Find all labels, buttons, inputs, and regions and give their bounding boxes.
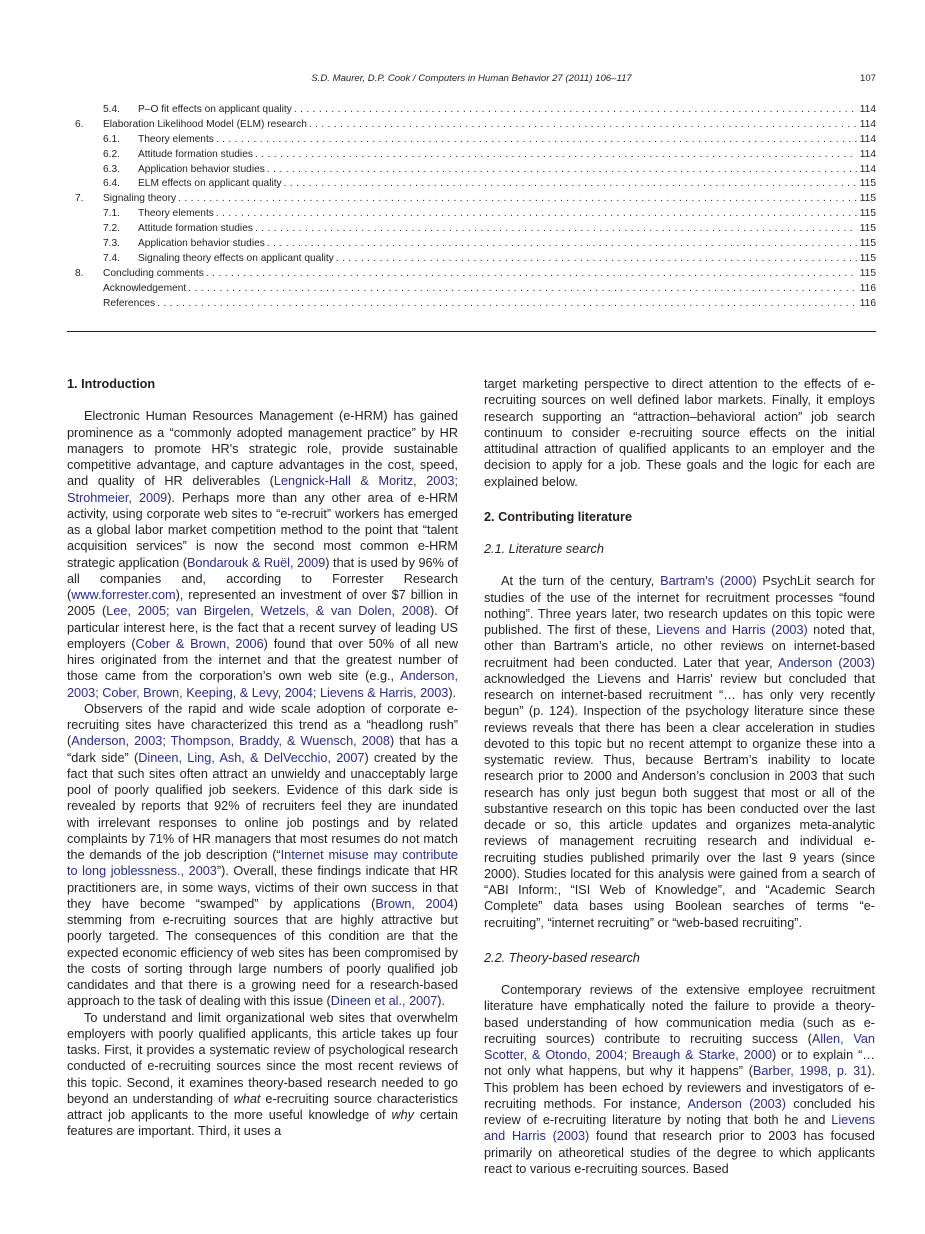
- citation-link[interactable]: Anderson (2003): [777, 655, 875, 670]
- body-text: concluded his review of e-recruiting literature by noting that both he and: [484, 1096, 875, 1127]
- citation-link[interactable]: Lievens and Harris (2003): [484, 1113, 875, 1144]
- toc-entry-page: 114: [859, 163, 876, 175]
- body-text: ) or to explain “… not only what happens, but why it happens” (: [484, 1048, 875, 1079]
- body-text: To understand and limit organizational web sites that overwhelm employers with poorly qualified applicants, this article takes up four tasks. First, it provides a systematic review of psychological research conducted of e-recruiting sources since the most recent reviews of this topic. Second, it examines theory-based research needed to go beyond an understanding of: [67, 1010, 458, 1106]
- toc-entry[interactable]: [75, 267, 876, 282]
- toc-entry-page: 116: [859, 297, 876, 309]
- paragraph: [484, 573, 875, 931]
- body-text: e-recruiting source characteristics attract job applicants to the more useful knowledge of: [67, 1091, 458, 1122]
- toc-entry-title: References: [103, 297, 156, 309]
- subsection-heading: 2.2. Theory-based research: [484, 950, 640, 965]
- toc-entry[interactable]: [75, 133, 876, 148]
- toc-dot-leader: [188, 282, 857, 297]
- paragraph: [484, 376, 875, 490]
- toc-entry-number: 6.: [75, 118, 84, 130]
- citation-link[interactable]: Lengnick-Hall & Moritz, 2003; Strohmeier, 2009: [67, 474, 459, 505]
- toc-entry-page: 115: [859, 178, 876, 190]
- body-text: ) stemming from e-recruiting sources that are highly attractive but poorly targeted. The consequences of this condition are that the expected economic efficiency of web sites has been compromised by the costs of sorting through large numbers of poorly qualified job candidates and that there is a growing need for a research-based approach to the task of dealing with this issue (: [67, 896, 458, 1009]
- toc-entry-page: 114: [859, 118, 876, 130]
- toc-entry-title: P–O fit effects on applicant quality: [138, 104, 292, 115]
- body-text: ) created by the fact that such sites often attract an unwieldy and unacceptably large pool of poorly qualified job seekers. Evidence of this dark side is revealed by reports that 92% of recruiters feel they are inundated with irrelevant responses to online job postings and by related complaints by 71% of HR managers that most resumes do not match the demands of the job description (“: [67, 750, 458, 862]
- toc-entry[interactable]: [75, 177, 876, 192]
- paragraph: [67, 1010, 458, 1140]
- toc-entry-number: 7.4.: [103, 252, 120, 264]
- toc-entry-page: 116: [859, 282, 876, 294]
- toc-entry-number: 7.: [75, 193, 84, 205]
- toc-entry[interactable]: [75, 192, 876, 207]
- toc-entry-page: 115: [859, 193, 876, 205]
- body-text: ).: [448, 685, 457, 700]
- toc-entry-title: Elaboration Likelihood Model (ELM) research: [103, 118, 307, 130]
- toc-entry-page: 115: [859, 252, 876, 264]
- body-text: Electronic Human Resources Management (e-HRM) has gained prominence as a “commonly adopted management practice” by HR managers to promote HR's strategic role, provide sustainable competitive advantage, and capture advantages in the cost, speed, and quality of HR deliverables (: [67, 409, 458, 489]
- toc-dot-leader: [216, 207, 857, 222]
- body-text: ), represented an investment of over $7 billion in 2005 (: [67, 588, 458, 619]
- toc-entry-title: Theory elements: [138, 133, 214, 145]
- toc-entry-page: 115: [859, 223, 876, 235]
- toc-dot-leader: [294, 103, 857, 118]
- citation-link[interactable]: Cober & Brown, 2006: [135, 636, 264, 651]
- toc-entry-page: 115: [859, 208, 876, 220]
- toc-dot-leader: [284, 177, 857, 192]
- body-text: found that research prior to 2003 has focused primarily on atheoretical studies of the degree to which applicants react to various e-recruiting sources. Based: [484, 1129, 875, 1176]
- paragraph: [67, 701, 458, 1010]
- citation-link[interactable]: Bartram's (2000): [660, 574, 757, 589]
- right-column: [484, 376, 875, 1177]
- citation-link[interactable]: Anderson, 2003; Cober, Brown, Keeping, & Levy, 2004; Lievens & Harris, 2003: [67, 669, 458, 700]
- body-text: ) that is used by 96% of all companies and, according to Forrester Research (: [67, 555, 458, 602]
- citation-link[interactable]: Anderson, 2003; Thompson, Braddy, & Wuensch, 2008: [71, 734, 390, 749]
- running-header: [67, 73, 876, 87]
- body-text: ). Perhaps more than any other area of e-HRM activity, using corporate web sites to “e-recruit” workers has emerged as a global labor market competition method to the point that “talent acquisition services” is now the second most common e-HRM strategic application (: [67, 490, 458, 570]
- toc-dot-leader: [157, 297, 857, 312]
- body-text: At the turn of the century,: [501, 574, 661, 589]
- toc-entry[interactable]: [75, 148, 876, 163]
- toc-dot-leader: [267, 237, 857, 252]
- toc-dot-leader: [309, 118, 857, 133]
- toc-entry[interactable]: [75, 282, 876, 297]
- toc-entry-number: 5.4.: [103, 104, 120, 115]
- body-text: ) found that over 50% of all new hires originated from the internet and that the greatest number of those came from the corporation’s own web site (e.g.,: [67, 636, 458, 684]
- toc-dot-leader: [206, 267, 857, 282]
- section-heading: 1. Introduction: [67, 377, 156, 391]
- body-text: target marketing perspective to direct attention to the effects of e-recruiting sources on well defined labor markets. Finally, it employs research supporting an “attraction–behavioral action” job search continuum to consider e-recruiting source effects on the initial attitudinal attraction of qualified applicants to an employer and the decision to apply for a job. These goals and the logic for each are explained below.: [484, 377, 875, 489]
- spacer: [484, 490, 875, 509]
- toc-entry[interactable]: [75, 252, 876, 267]
- paragraph: [67, 408, 458, 701]
- toc-entry-page: 114: [859, 104, 876, 115]
- toc-entry-title: Application behavior studies: [138, 238, 265, 250]
- page-number: 107: [859, 73, 876, 84]
- left-column: [67, 376, 458, 1140]
- citation-link[interactable]: Lievens and Harris (2003): [656, 623, 808, 637]
- body-text: acknowledged the Lievens and Harris' review but concluded that research on internet-based recruitment “… has only very recently begun” (p. 124). Inspection of the psychology literature since these reviews reveals that there has been a clear acceleration in studies devoted to this topic but no recent attempt to organize these into a systematic review. Thus, because Bertram’s inability to locate research prior to 2000 and Anderson’s conclusion in 2003 that such research has only just begun both suggest that most or all of the substantive research on this topic has been conducted over the last decade or so, this article updates and organizes meta-analytic reviews of management recruiting research and individual e-recruiting studies published primarily over the last 9 years (since 2000). Studies located for this analysis were gained from a search of “ABI Inform:, “ISI Web of Knowledge”, and “Academic Search Complete” data bases using Boolean searches of terms “e-recruiting”, “internet recruiting” or “web-based recruiting”.: [484, 671, 875, 930]
- toc-dot-leader: [336, 252, 857, 267]
- toc-entry-number: 6.3.: [103, 163, 120, 175]
- toc-entry-title: Attitude formation studies: [138, 148, 253, 160]
- citation-link[interactable]: Anderson (2003): [687, 1096, 786, 1111]
- toc-entry[interactable]: [75, 207, 876, 222]
- toc-entry-page: 114: [859, 148, 876, 160]
- toc-entry[interactable]: [75, 118, 876, 133]
- paragraph: [484, 982, 875, 1177]
- spacer: [484, 931, 875, 950]
- citation-link[interactable]: Dineen et al., 2007: [330, 994, 438, 1009]
- body-text: ).: [437, 994, 446, 1009]
- toc-entry-number: 6.2.: [103, 148, 120, 160]
- toc-dot-leader: [255, 222, 857, 237]
- body-text: noted that, other than Bartram’s article, no other reviews on internet-based recruitment had been conducted. Later that year,: [484, 623, 876, 670]
- citation-link[interactable]: Bondarouk & Ruël, 2009: [186, 555, 326, 570]
- toc-entry[interactable]: [75, 163, 876, 178]
- toc-entry-title: Application behavior studies: [138, 163, 265, 175]
- table-of-contents: [75, 103, 876, 311]
- toc-entry[interactable]: [75, 297, 876, 312]
- toc-entry-number: 8.: [75, 267, 84, 279]
- citation-link[interactable]: Lee, 2005; van Birgelen, Wetzels, & van Dolen, 2008: [106, 604, 431, 619]
- body-text: Contemporary reviews of the extensive employee recruitment literature have emphatically noted the failure to provide a theory-based understanding of how communication media (such as e-recruiting sources) contribute to recruiting success (: [484, 983, 875, 1046]
- toc-entry-title: Theory elements: [138, 208, 214, 220]
- toc-dot-leader: [216, 133, 857, 148]
- toc-entry-number: 7.2.: [103, 223, 120, 235]
- toc-entry-number: 7.1.: [103, 208, 120, 220]
- citation-link[interactable]: www.forrester.com: [71, 588, 176, 602]
- citation-link[interactable]: Brown, 2004: [375, 896, 454, 911]
- body-text: certain features are important. Third, it uses a: [67, 1108, 458, 1139]
- toc-entry[interactable]: [75, 103, 876, 118]
- citation-link[interactable]: Dineen, Ling, Ash, & DelVecchio, 2007: [138, 750, 365, 765]
- running-title: S.D. Maurer, D.P. Cook / Computers in Human Behavior 27 (2011) 106–117: [311, 73, 632, 84]
- body-text: ”). Overall, these findings indicate that HR practitioners are, in some ways, victims of their own success in that they have become “swamped” by applications (: [67, 864, 459, 911]
- emphasis-text: why: [391, 1108, 415, 1122]
- emphasis-text: what: [233, 1091, 261, 1106]
- toc-entry-page: 115: [859, 238, 876, 250]
- toc-entry-page: 115: [859, 267, 876, 279]
- toc-entry-page: 114: [859, 133, 876, 145]
- body-text: ) that has a “dark side” (: [67, 734, 458, 765]
- toc-entry[interactable]: [75, 237, 876, 252]
- section-heading: 2. Contributing literature: [484, 509, 633, 524]
- divider-rule: [67, 331, 876, 332]
- toc-entry-title: Signaling theory: [103, 193, 177, 205]
- toc-entry-number: 6.1.: [103, 133, 120, 145]
- body-text: PsychLit search for studies of the use of the internet for recruitment processes “found nothing”. Three years later, two research updates on this topic were published. The first of these,: [484, 574, 875, 637]
- body-text: Observers of the rapid and wide scale adoption of corporate e-recruiting sites have characterized this trend as a “headlong rush” (: [67, 701, 458, 749]
- toc-entry-title: Acknowledgement: [103, 282, 187, 294]
- body-text: ). This problem has been echoed by reviewers and investigators of e-recruiting methods. For instance,: [484, 1064, 875, 1111]
- toc-entry-number: 7.3.: [103, 238, 120, 250]
- toc-entry-title: Signaling theory effects on applicant quality: [138, 252, 334, 264]
- toc-entry-number: 6.4.: [103, 178, 120, 190]
- citation-link[interactable]: Internet misuse may contribute to long joblessness., 2003: [67, 848, 458, 879]
- citation-link[interactable]: Allen, Van Scotter, & Otondo, 2004; Breaugh & Starke, 2000: [484, 1031, 875, 1062]
- toc-entry-title: ELM effects on applicant quality: [138, 178, 282, 190]
- body-text: ). Of particular interest here, is the fact that a recent survey of leading US employers (: [67, 604, 458, 651]
- toc-entry-title: Concluding comments: [103, 267, 204, 279]
- toc-dot-leader: [178, 192, 857, 207]
- toc-entry-title: Attitude formation studies: [138, 223, 253, 235]
- toc-dot-leader: [267, 163, 857, 178]
- citation-link[interactable]: Barber, 1998, p. 31: [752, 1064, 868, 1079]
- subsection-heading: 2.1. Literature search: [484, 542, 604, 556]
- toc-entry[interactable]: [75, 222, 876, 237]
- toc-dot-leader: [255, 148, 857, 163]
